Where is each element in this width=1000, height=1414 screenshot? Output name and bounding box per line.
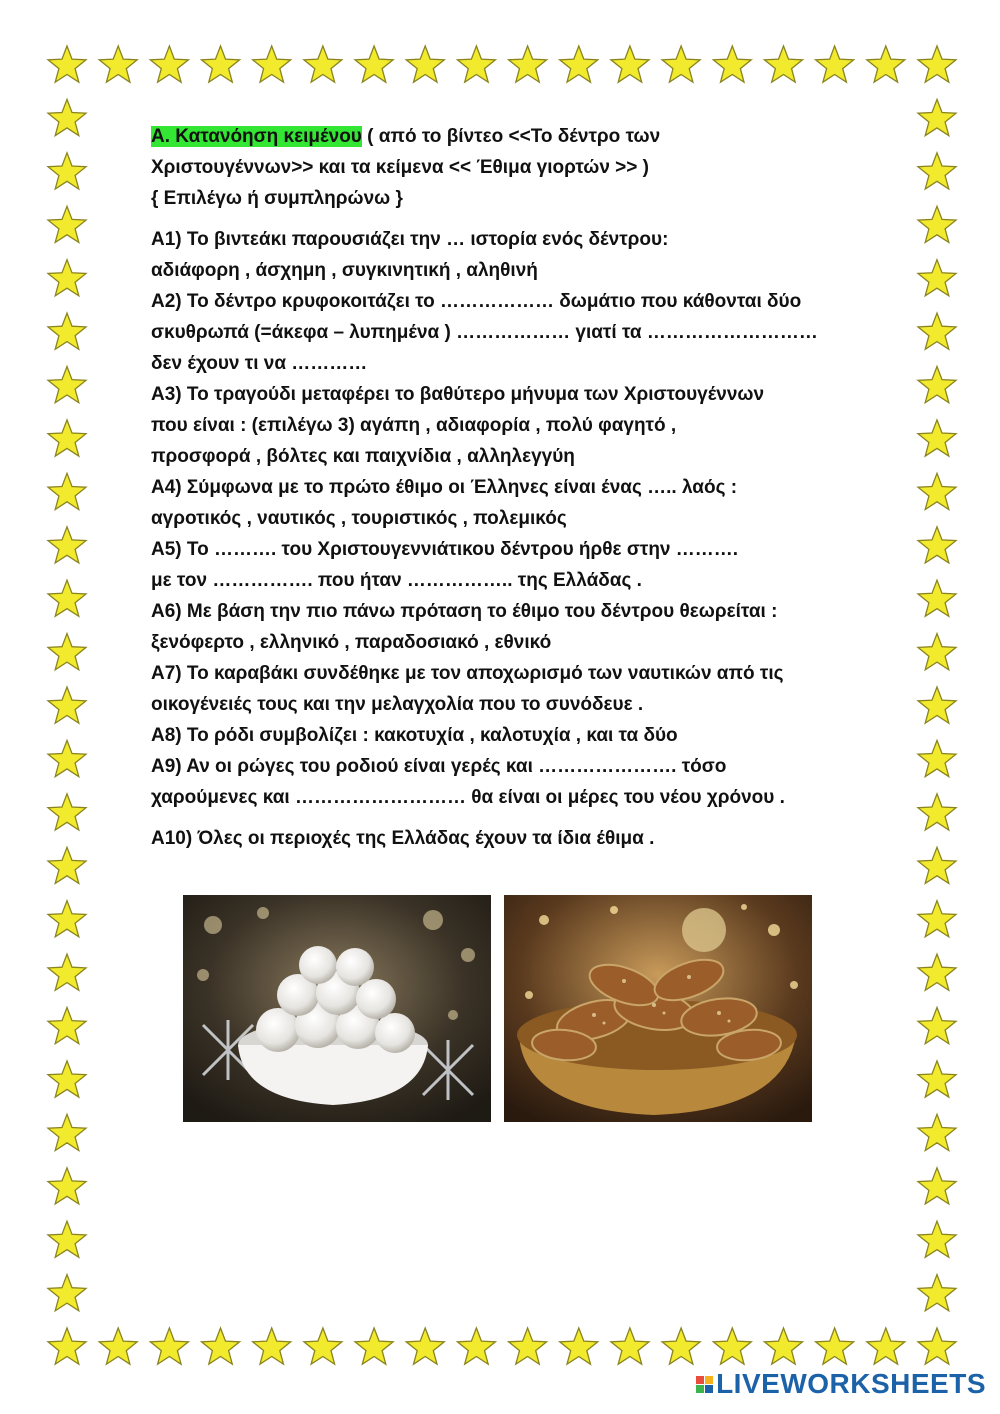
star-icon: [355, 46, 393, 82]
star-icon: [48, 954, 86, 990]
question-line: Α8) Το ρόδι συμβολίζει : κακοτυχία , καλοτυχία , και τα δύο: [151, 725, 678, 746]
star-icon: [99, 1328, 137, 1364]
star-icon: [150, 46, 188, 82]
star-icon: [867, 46, 905, 82]
question-line: Α2) Το δέντρο κρυφοκοιτάζει το ……………… δωμάτιο που κάθονται δύο: [151, 291, 802, 312]
star-icon: [48, 473, 86, 509]
star-icon: [918, 687, 956, 723]
question-line: αδιάφορη , άσχημη , συγκινητική , αληθινή: [151, 260, 538, 281]
star-icon: [48, 1008, 86, 1044]
star-icon: [918, 206, 956, 242]
star-icon: [918, 954, 956, 990]
question-line: Α7) Το καραβάκι συνδέθηκε με τον αποχωρισμό των ναυτικών από τις: [151, 663, 784, 684]
star-icon: [202, 46, 240, 82]
heading-source: ( από το βίντεο <<Το δέντρο των: [361, 126, 661, 147]
star-icon: [918, 1061, 956, 1097]
star-icon: [816, 1328, 854, 1364]
star-icon: [918, 420, 956, 456]
question-line: οικογένειές τους και την μελαγχολία που το συνόδευε .: [151, 694, 644, 715]
instructions: { Επιλέγω ή συμπληρώνω }: [151, 188, 403, 209]
star-icon: [918, 527, 956, 563]
star-icon: [509, 1328, 547, 1364]
question-line: Α1) Το βιντεάκι παρουσιάζει την … ιστορία ενός δέντρου:: [151, 229, 669, 250]
question-line: Α3) Το τραγούδι μεταφέρει το βαθύτερο μήνυμα των Χριστουγέννων: [151, 384, 765, 405]
star-icon: [48, 1328, 86, 1364]
star-icon: [457, 1328, 495, 1364]
question-line: Α6) Με βάση την πιο πάνω πρόταση το έθιμο του δέντρου θεωρείται :: [151, 601, 778, 622]
question-line: Α9) Αν οι ρώγες του ροδιού είναι γερές και …………………. τόσο: [151, 756, 727, 777]
star-icon: [48, 1221, 86, 1257]
question-line: χαρούμενες και ……………………… θα είναι οι μέρες του νέου χρόνου .: [151, 787, 785, 808]
star-icon: [918, 153, 956, 189]
star-icon: [48, 153, 86, 189]
star-icon: [918, 1221, 956, 1257]
star-icon: [713, 46, 751, 82]
star-icon: [816, 46, 854, 82]
star-icon: [48, 206, 86, 242]
star-icon: [48, 740, 86, 776]
star-icon: [48, 1061, 86, 1097]
star-icon: [48, 1114, 86, 1150]
question-line: που είναι : (επιλέγω 3) αγάπη , αδιαφορία , πολύ φαγητό ,: [151, 415, 677, 436]
star-icon: [867, 1328, 905, 1364]
star-icon: [48, 580, 86, 616]
star-icon: [48, 794, 86, 830]
star-icon: [99, 46, 137, 82]
star-icon: [918, 260, 956, 296]
section-title: Α. Κατανόηση κειμένου: [151, 126, 362, 147]
star-icon: [918, 1114, 956, 1150]
star-icon: [764, 1328, 802, 1364]
star-icon: [764, 46, 802, 82]
star-icon: [48, 527, 86, 563]
star-icon: [918, 313, 956, 349]
star-icon: [918, 1168, 956, 1204]
star-icon: [560, 46, 598, 82]
star-icon: [560, 1328, 598, 1364]
star-icon: [202, 1328, 240, 1364]
star-icon: [48, 847, 86, 883]
heading-line-2: Χριστουγέννων>> και τα κείμενα << Έθιμα γιορτών >> ): [151, 157, 649, 178]
star-icon: [918, 580, 956, 616]
star-icon: [48, 260, 86, 296]
star-icon: [509, 46, 547, 82]
star-icon: [918, 1275, 956, 1311]
star-icon: [918, 794, 956, 830]
star-icon: [48, 1168, 86, 1204]
question-list: [151, 224, 851, 813]
star-icon: [48, 634, 86, 670]
star-icon: [304, 46, 342, 82]
star-icon: [48, 99, 86, 135]
star-icon: [918, 367, 956, 403]
star-icon: [304, 1328, 342, 1364]
star-icon: [662, 46, 700, 82]
star-icon: [48, 687, 86, 723]
star-icon: [918, 1328, 956, 1364]
liveworksheets-logo-icon: [696, 1376, 713, 1393]
star-icon: [918, 634, 956, 670]
liveworksheets-brand: [696, 1368, 986, 1400]
star-icon: [918, 473, 956, 509]
star-icon: [918, 740, 956, 776]
question-line: σκυθρωπά (=άκεφα – λυπημένα ) ……………… γιατί τα ………………………: [151, 322, 818, 343]
star-icon: [48, 313, 86, 349]
heading-line-1: [151, 121, 851, 152]
star-icon: [662, 1328, 700, 1364]
star-icon: [918, 99, 956, 135]
question-line: αγροτικός , ναυτικός , τουριστικός , πολεμικός: [151, 508, 567, 529]
star-icon: [48, 420, 86, 456]
star-icon: [48, 1275, 86, 1311]
star-icon: [253, 1328, 291, 1364]
star-icon: [457, 46, 495, 82]
star-icon: [150, 1328, 188, 1364]
question-line: με τον ……………. που ήταν …………….. της Ελλάδας .: [151, 570, 642, 591]
star-icon: [918, 46, 956, 82]
star-icon: [253, 46, 291, 82]
brand-text: LIVEWORKSHEETS: [716, 1368, 986, 1399]
question-line: προσφορά , βόλτες και παιχνίδια , αλληλεγγύη: [151, 446, 575, 467]
star-icon: [406, 1328, 444, 1364]
star-icon: [918, 901, 956, 937]
star-icon: [48, 901, 86, 937]
question-line: ξενόφερτο , ελληνικό , παραδοσιακό , εθνικό: [151, 632, 552, 653]
kourabiedes-photo: [183, 895, 491, 1122]
star-icon: [611, 46, 649, 82]
question-line: Α5) Το ………. του Χριστουγεννιάτικου δέντρου ήρθε στην ……….: [151, 539, 739, 560]
photo-row: [183, 895, 814, 1122]
question-line: δεν έχουν τι να …………: [151, 353, 368, 374]
star-icon: [918, 1008, 956, 1044]
star-icon: [611, 1328, 649, 1364]
melomakarona-photo: [504, 895, 812, 1122]
star-icon: [406, 46, 444, 82]
star-icon: [355, 1328, 393, 1364]
star-icon: [918, 847, 956, 883]
question-a10: Α10) Όλες οι περιοχές της Ελλάδας έχουν τα ίδια έθιμα .: [151, 828, 655, 849]
worksheet-content: [151, 121, 851, 854]
star-icon: [48, 46, 86, 82]
question-line: Α4) Σύμφωνα με το πρώτο έθιμο οι Έλληνες είναι ένας ….. λαός :: [151, 477, 738, 498]
star-icon: [713, 1328, 751, 1364]
star-icon: [48, 367, 86, 403]
